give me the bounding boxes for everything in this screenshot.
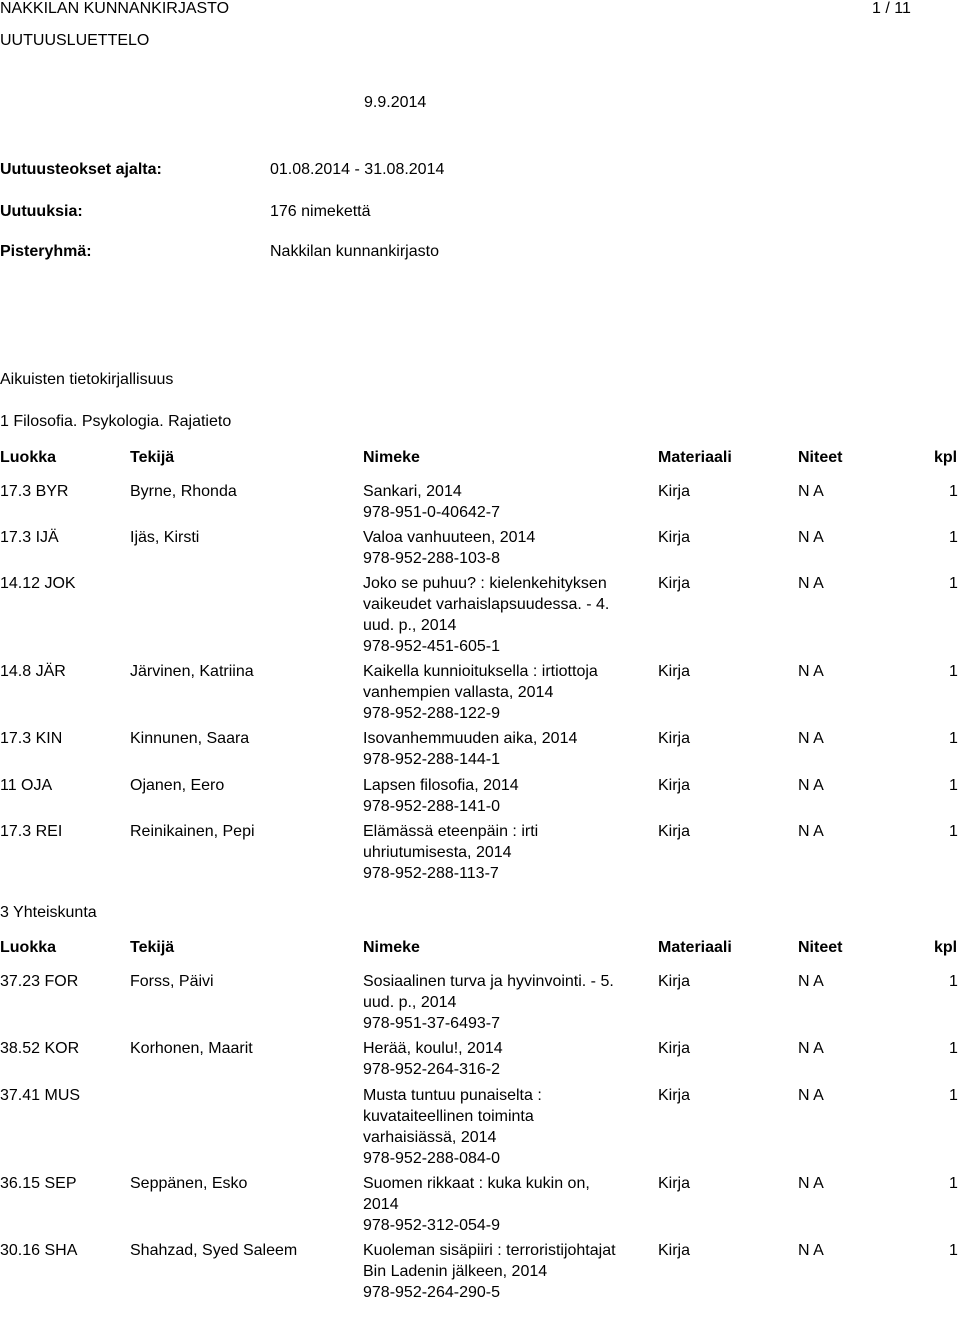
period-label: Uutuusteokset ajalta: [0, 161, 162, 178]
tekija: Shahzad, Syed Saleem [130, 1242, 298, 1259]
list-title: UUTUUSLUETTELO [0, 32, 150, 49]
nimeke: Kuoleman sisäpiiri : terroristijohtajat Bin Ladenin jälkeen, 2014 [363, 1242, 616, 1280]
report-date: 9.9.2014 [364, 94, 427, 111]
niteet: N A [798, 529, 824, 546]
tekija: Järvinen, Katriina [130, 663, 254, 680]
nimeke-cell [363, 527, 628, 569]
column-header-nimeke: Nimeke [363, 449, 420, 466]
materiaali: Kirja [658, 663, 691, 680]
period-value: 01.08.2014 - 31.08.2014 [270, 161, 445, 178]
kpl: 1 [949, 1175, 958, 1192]
niteet: N A [798, 1087, 824, 1104]
niteet: N A [798, 483, 824, 500]
niteet: N A [798, 973, 824, 990]
luokka: 14.12 JOK [0, 575, 76, 592]
count-label: Uutuuksia: [0, 203, 83, 220]
isbn: 978-952-264-316-2 [363, 1061, 500, 1078]
tekija: Ojanen, Eero [130, 777, 225, 794]
tekija: Seppänen, Esko [130, 1175, 248, 1192]
page-indicator: 1 / 11 [872, 0, 911, 17]
nimeke: Valoa vanhuuteen, 2014 [363, 529, 536, 546]
column-header-kpl: kpl [934, 449, 958, 466]
tekija: Korhonen, Maarit [130, 1040, 253, 1057]
materiaali: Kirja [658, 483, 691, 500]
nimeke-cell [363, 1085, 628, 1169]
luokka: 17.3 REI [0, 823, 63, 840]
nimeke: Isovanhemmuuden aika, 2014 [363, 730, 578, 747]
count-value: 176 nimekettä [270, 203, 371, 220]
luokka: 37.41 MUS [0, 1087, 81, 1104]
nimeke-cell [363, 728, 628, 770]
column-header-luokka: Luokka [0, 939, 57, 956]
isbn: 978-952-288-113-7 [363, 865, 499, 882]
nimeke-cell [363, 1173, 628, 1236]
niteet: N A [798, 1040, 824, 1057]
column-header-niteet: Niteet [798, 939, 843, 956]
column-header-tekija: Tekijä [130, 449, 175, 466]
materiaali: Kirja [658, 973, 691, 990]
nimeke: Herää, koulu!, 2014 [363, 1040, 503, 1057]
library-name: NAKKILAN KUNNANKIRJASTO [0, 0, 230, 17]
tekija: Ijäs, Kirsti [130, 529, 200, 546]
table-row [0, 661, 960, 731]
luokka: 17.3 KIN [0, 730, 63, 747]
nimeke-cell [363, 775, 628, 817]
materiaali: Kirja [658, 1242, 691, 1259]
nimeke-cell [363, 971, 628, 1034]
materiaali: Kirja [658, 730, 691, 747]
table-row [0, 971, 960, 1041]
isbn: 978-952-288-122-9 [363, 705, 500, 722]
luokka: 11 OJA [0, 777, 53, 794]
luokka: 36.15 SEP [0, 1175, 77, 1192]
nimeke: Elämässä eteenpäin : irti uhriutumisesta, 2014 [363, 823, 539, 861]
group-label: Pisteryhmä: [0, 243, 92, 260]
nimeke: Kaikella kunnioituksella : irtiottoja vanhempien vallasta, 2014 [363, 663, 598, 701]
tekija: Forss, Päivi [130, 973, 214, 990]
kpl: 1 [949, 663, 958, 680]
isbn: 978-952-312-054-9 [363, 1217, 500, 1234]
column-header-materiaali: Materiaali [658, 939, 732, 956]
column-header-niteet: Niteet [798, 449, 843, 466]
nimeke: Sosiaalinen turva ja hyvinvointi. - 5. uud. p., 2014 [363, 973, 614, 1011]
nimeke-cell [363, 661, 628, 724]
kpl: 1 [949, 1242, 958, 1259]
nimeke: Suomen rikkaat : kuka kukin on, 2014 [363, 1175, 590, 1213]
column-header-tekija: Tekijä [130, 939, 175, 956]
materiaali: Kirja [658, 1087, 691, 1104]
luokka: 30.16 SHA [0, 1242, 78, 1259]
table-row [0, 821, 960, 891]
tekija: Byrne, Rhonda [130, 483, 237, 500]
table-row [0, 1085, 960, 1175]
group-value: Nakkilan kunnankirjasto [270, 243, 439, 260]
table-row [0, 573, 960, 663]
luokka: 17.3 IJÄ [0, 529, 59, 546]
isbn: 978-952-264-290-5 [363, 1284, 500, 1301]
nimeke-cell [363, 481, 628, 523]
nimeke: Sankari, 2014 [363, 483, 462, 500]
nimeke: Musta tuntuu punaiselta : kuvataiteellinen toiminta varhaisiässä, 2014 [363, 1087, 542, 1146]
niteet: N A [798, 1242, 824, 1259]
luokka: 37.23 FOR [0, 973, 79, 990]
niteet: N A [798, 823, 824, 840]
nimeke-cell [363, 821, 628, 884]
nimeke-cell [363, 1240, 628, 1303]
isbn: 978-951-0-40642-7 [363, 504, 500, 521]
materiaali: Kirja [658, 575, 691, 592]
niteet: N A [798, 1175, 824, 1192]
luokka: 38.52 KOR [0, 1040, 80, 1057]
kpl: 1 [949, 1087, 958, 1104]
materiaali: Kirja [658, 1040, 691, 1057]
materiaali: Kirja [658, 1175, 691, 1192]
niteet: N A [798, 575, 824, 592]
column-header-nimeke: Nimeke [363, 939, 420, 956]
materiaali: Kirja [658, 823, 691, 840]
tekija: Reinikainen, Pepi [130, 823, 255, 840]
kpl: 1 [949, 1040, 958, 1057]
isbn: 978-952-451-605-1 [363, 638, 500, 655]
materiaali: Kirja [658, 777, 691, 794]
section-title: 1 Filosofia. Psykologia. Rajatieto [0, 413, 232, 430]
kpl: 1 [949, 483, 958, 500]
nimeke-cell [363, 1038, 628, 1080]
kpl: 1 [949, 575, 958, 592]
column-header-luokka: Luokka [0, 449, 57, 466]
isbn: 978-952-288-103-8 [363, 550, 500, 567]
table-row [0, 1173, 960, 1243]
column-header-kpl: kpl [934, 939, 958, 956]
column-header-materiaali: Materiaali [658, 449, 732, 466]
nimeke: Joko se puhuu? : kielenkehityksen vaikeudet varhaislapsuudessa. - 4. uud. p., 2014 [363, 575, 610, 634]
kpl: 1 [949, 730, 958, 747]
isbn: 978-951-37-6493-7 [363, 1015, 500, 1032]
kpl: 1 [949, 777, 958, 794]
kpl: 1 [949, 823, 958, 840]
category-heading: Aikuisten tietokirjallisuus [0, 371, 174, 388]
tekija: Kinnunen, Saara [130, 730, 250, 747]
niteet: N A [798, 663, 824, 680]
materiaali: Kirja [658, 529, 691, 546]
niteet: N A [798, 730, 824, 747]
section-title: 3 Yhteiskunta [0, 904, 97, 921]
table-row [0, 1240, 960, 1320]
kpl: 1 [949, 973, 958, 990]
nimeke-cell [363, 573, 628, 657]
kpl: 1 [949, 529, 958, 546]
isbn: 978-952-288-144-1 [363, 751, 500, 768]
isbn: 978-952-288-141-0 [363, 798, 500, 815]
nimeke: Lapsen filosofia, 2014 [363, 777, 519, 794]
niteet: N A [798, 777, 824, 794]
luokka: 14.8 JÄR [0, 663, 66, 680]
isbn: 978-952-288-084-0 [363, 1150, 500, 1167]
luokka: 17.3 BYR [0, 483, 69, 500]
